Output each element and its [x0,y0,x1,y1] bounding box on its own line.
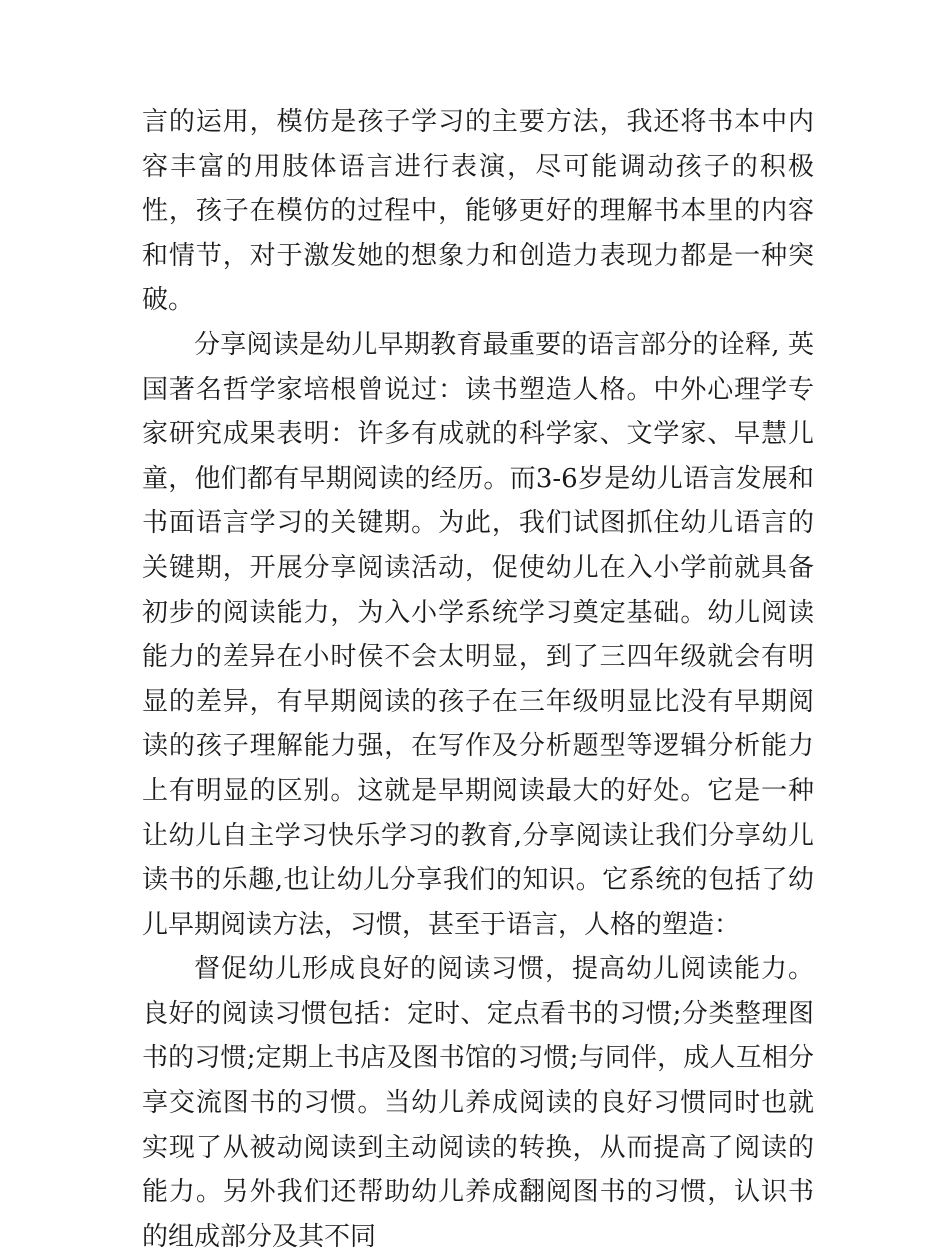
document-body [142,100,814,1259]
paragraph-2: 分享阅读是幼儿早期教育最重要的语言部分的诠释, 英国著名哲学家培根曾说过：读书塑造人格。中外心理学专家研究成果表明：许多有成就的科学家、文学家、早慧儿童，他们都有早期阅读的经历。而3-6岁是幼儿语言发展和书面语言学习的关键期。为此，我们试图抓住幼儿语言的关键期，开展分享阅读活动，促使幼儿在入小学前就具备初步的阅读能力，为入小学系统学习奠定基础。幼儿阅读能力的差异在小时侯不会太明显，到了三四年级就会有明显的差异，有早期阅读的孩子在三年级明显比没有早期阅读的孩子理解能力强，在写作及分析题型等逻辑分析能力上有明显的区别。这就是早期阅读最大的好处。它是一种让幼儿自主学习快乐学习的教育,分享阅读让我们分享幼儿读书的乐趣,也让幼儿分享我们的知识。它系统的包括了幼儿早期阅读方法，习惯，甚至于语言，人格的塑造： [142,329,814,940]
paragraph-3: 督促幼儿形成良好的阅读习惯，提高幼儿阅读能力。 良好的阅读习惯包括：定时、定点看书的习惯;分类整理图书的习惯;定期上书店及图书馆的习惯;与同伴，成人互相分享交流图书的习惯。当幼儿养成阅读的良好习惯同时也就实现了从被动阅读到主动阅读的转换，从而提高了阅读的能力。另外我们还帮助幼儿养成翻阅图书的习惯，认识书的组成部分及其不同 [142,954,814,1252]
paragraph-1: 言的运用，模仿是孩子学习的主要方法，我还将书本中内容丰富的用肢体语言进行表演，尽可能调动孩子的积极性，孩子在模仿的过程中，能够更好的理解书本里的内容和情节，对于激发她的想象力和创造力表现力都是一种突破。 [142,107,814,316]
